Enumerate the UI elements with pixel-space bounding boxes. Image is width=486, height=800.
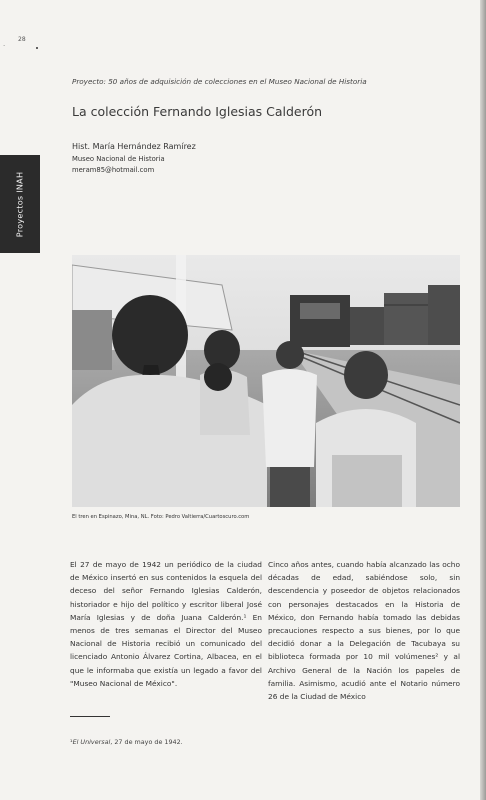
author-email: meram85@hotmail.com [72,166,155,174]
author-name: Hist. María Hernández Ramírez [72,142,196,151]
footnote-rest: , 27 de mayo de 1942. [110,738,183,746]
figure-caption: El tren en Espinazo, Mina, NL. Foto: Pedro Valtierra/Cuartoscuro.com [72,514,250,520]
footnote-marker: ¹ [70,738,73,746]
page-number: 28 [18,36,26,43]
section-side-tab [0,155,40,253]
corner-mark-icon: · [3,42,6,50]
footnote [70,738,183,746]
section-side-tab-label: Proyectos INAH [15,171,25,237]
photo-train-station-crowd-icon [72,255,460,507]
article-photo [72,255,460,507]
footnote-source: El Universal [72,738,111,746]
body-column-left: El 27 de mayo de 1942 un periódico de la ciudad de México insertó en sus contenidos la esquela del deceso del señor Fernando Iglesias Calderón, historiador e hijo del político y escritor liberal José María Iglesias y de doña Juana Calderón.¹ En menos de tres semanas el Director del Museo Nacional de Historia recibió un comunicado del licenciado Antonio Álvarez Cortina, Albacea, en el que le informaba que existía un legado a favor del "Museo Nacional de México". [70,560,262,688]
dot-mark-icon [36,47,38,49]
footnote-divider [70,716,110,717]
author-affiliation: Museo Nacional de Historia [72,155,165,163]
article-kicker: Proyecto: 50 años de adquisición de colecciones en el Museo Nacional de Historia [72,77,367,86]
body-column-right: Cinco años antes, cuando había alcanzado las ocho décadas de edad, sabiéndose solo, sin descendencia y poseedor de objetos relacionados con personajes destacados en la Historia de México, don Fernando había tomado las debidas precauciones respecto a sus bienes, por lo que decidió donar a la Delegación de Tacubaya su biblioteca formada por 10 mil volúmenes² y al Archivo General de la Nación los papeles de familia. Asimismo, acudió ante el Notario número 26 de la Ciudad de México [268,560,460,702]
page-edge-shadow [480,0,486,800]
article-title: La colección Fernando Iglesias Calderón [72,104,323,119]
